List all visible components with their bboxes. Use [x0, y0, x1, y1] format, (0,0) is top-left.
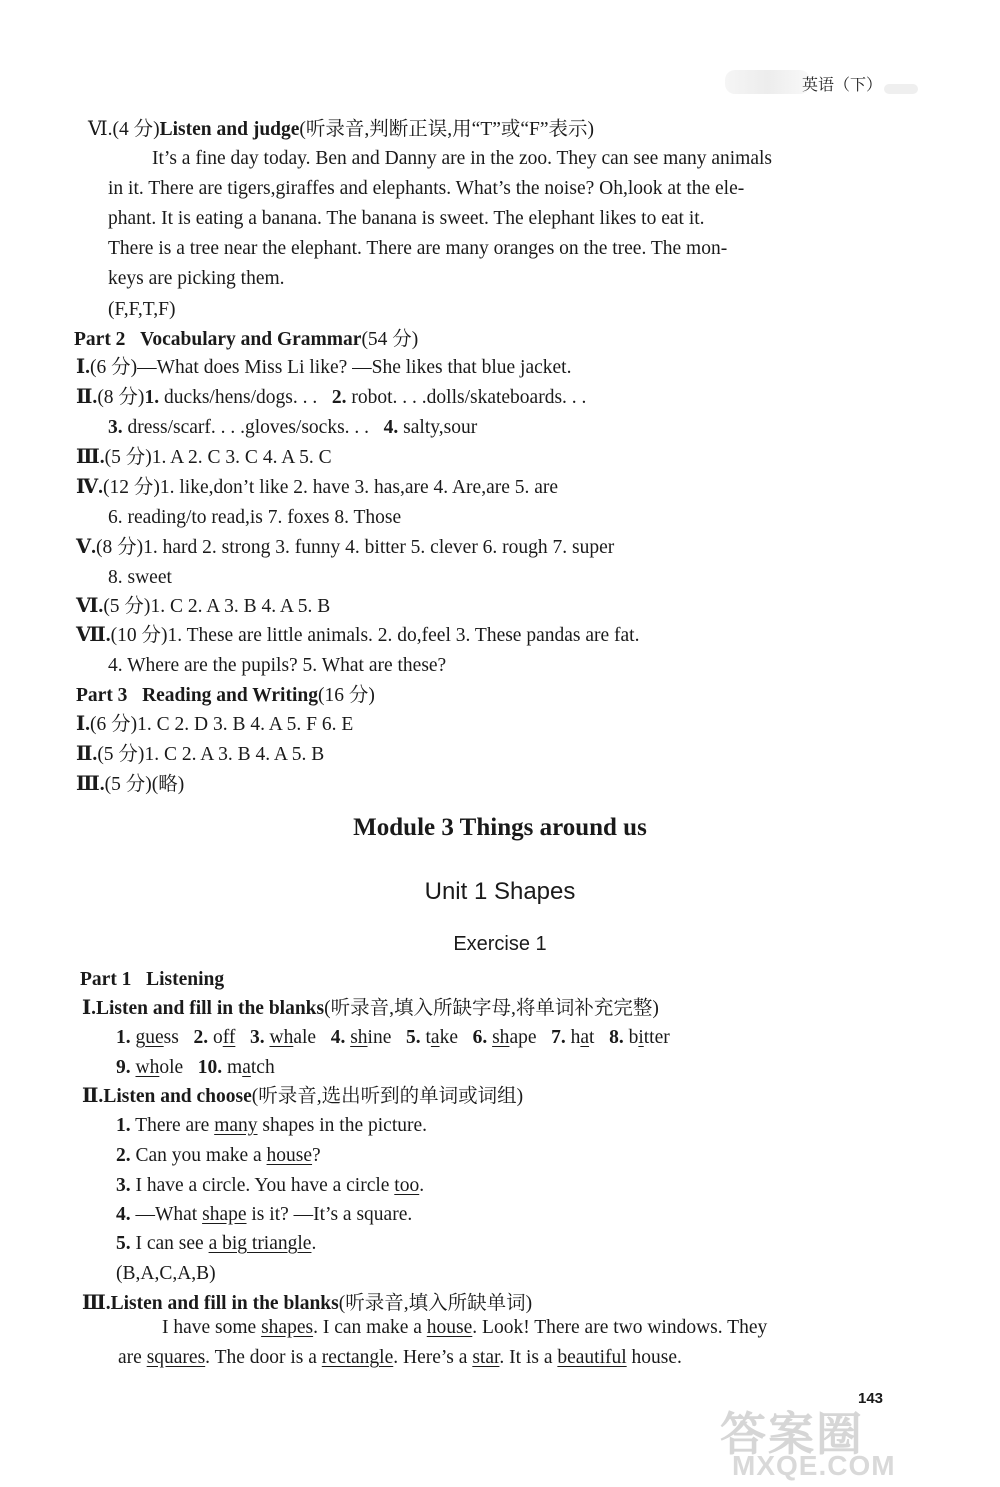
sentence-line: 4. —What shape is it? —It’s a square.: [116, 1204, 413, 1225]
section-heading: Ⅱ.Listen and choose(听录音,选出听到的单词或词组): [82, 1086, 524, 1107]
watermark-text: 答案圈: [720, 1407, 864, 1461]
section-heading: Ⅰ.Listen and fill in the blanks(听录音,填入所缺字母,将单词补充完整): [82, 998, 659, 1019]
watermark-logo: [720, 1398, 990, 1481]
paragraph-line: phant. It is eating a banana. The banana is sweet. The elephant likes to eat it.: [108, 208, 705, 229]
answer-line: Ⅰ.(6 分)—What does Miss Li like? —She likes that blue jacket.: [76, 357, 572, 378]
paragraph-line: keys are picking them.: [108, 268, 285, 289]
part2-heading: Part 2 Vocabulary and Grammar(54 分): [74, 329, 419, 350]
sentence-line: 3. I have a circle. You have a circle too.: [116, 1175, 425, 1196]
section-heading: Ⅲ.Listen and fill in the blanks(听录音,填入所缺单词): [82, 1293, 533, 1314]
part3-heading: Part 3 Reading and Writing(16 分): [76, 685, 375, 706]
answer-line: Ⅲ.(5 分)(略): [76, 774, 185, 795]
answer-line: Ⅲ.(5 分)1. A 2. C 3. C 4. A 5. C: [76, 447, 332, 468]
module-title: Module 3 Things around us: [353, 814, 647, 841]
answer-line: Ⅳ.(12 分)1. like,don’t like 2. have 3. has,are 4. Are,are 5. are: [76, 477, 559, 498]
answer-line: Ⅱ.(8 分)1. ducks/hens/dogs. . . 2. robot. . . .dolls/skateboards. . .: [76, 387, 587, 408]
answer-line: 6. reading/to read,is 7. foxes 8. Those: [108, 507, 402, 528]
paragraph-line: There is a tree near the elephant. There are many oranges on the tree. The mon-: [108, 238, 728, 259]
answer-line: 8. sweet: [108, 567, 172, 588]
unit-title: Unit 1 Shapes: [424, 878, 576, 905]
page-number: 143: [858, 1390, 884, 1407]
header-title: 英语（下）: [801, 75, 882, 94]
sentence-line: 1. There are many shapes in the picture.: [116, 1115, 428, 1136]
answer-line: (B,A,C,A,B): [116, 1263, 216, 1284]
answer-line: 4. Where are the pupils? 5. What are these?: [108, 655, 447, 676]
answer-line: 3. dress/scarf. . . .gloves/socks. . . 4. salty,sour: [108, 417, 478, 438]
fill-letters-row: 9. whole 10. match: [116, 1057, 275, 1078]
sentence-line: 2. Can you make a house?: [116, 1145, 321, 1166]
part1-heading: Part 1 Listening: [80, 969, 225, 990]
exercise-title: Exercise 1: [453, 933, 547, 955]
paragraph-line: are squares. The door is a rectangle. Here’s a star. It is a beautiful house.: [118, 1347, 682, 1368]
paragraph-line: I have some shapes. I can make a house. Look! There are two windows. They: [162, 1317, 768, 1338]
answer-line: Ⅰ.(6 分)1. C 2. D 3. B 4. A 5. F 6. E: [76, 714, 354, 735]
answer-line: Ⅴ.(8 分)1. hard 2. strong 3. funny 4. bitter 5. clever 6. rough 7. super: [76, 537, 615, 558]
answer-line: Ⅵ.(5 分)1. C 2. A 3. B 4. A 5. B: [76, 596, 331, 617]
paragraph-line: It’s a fine day today. Ben and Danny are in the zoo. They can see many animals: [152, 148, 773, 169]
header-decoration-2: [884, 84, 918, 94]
answer-line: Ⅶ.(10 分)1. These are little animals. 2. do,feel 3. These pandas are fat.: [76, 625, 640, 646]
section-vi-heading: Ⅵ.(4 分)Listen and judge(听录音,判断正误,用“T”或“F”表示): [88, 119, 595, 140]
paragraph-line: in it. There are tigers,giraffes and elephants. What’s the noise? Oh,look at the ele-: [108, 178, 745, 199]
fill-letters-row: 1. guess 2. off 3. whale 4. shine 5. take 6. shape 7. hat 8. bitter: [116, 1027, 670, 1048]
header-decoration: [725, 70, 810, 94]
sentence-line: 5. I can see a big triangle.: [116, 1233, 317, 1254]
watermark-url: MXQE.COM: [732, 1450, 896, 1481]
answer-line: (F,F,T,F): [108, 299, 176, 320]
answer-line: Ⅱ.(5 分)1. C 2. A 3. B 4. A 5. B: [76, 744, 325, 765]
